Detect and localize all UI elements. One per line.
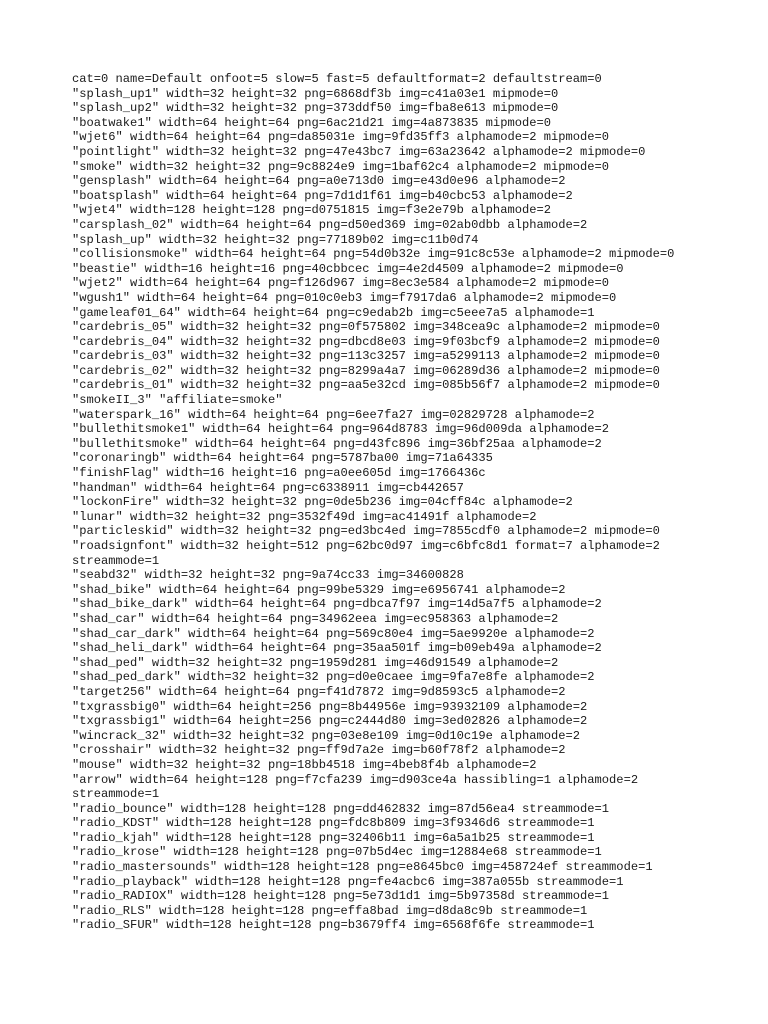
text-line: "crosshair" width=32 height=32 png=ff9d7a2e img=b60f78f2 alphamode=2	[72, 743, 566, 758]
text-line: "finishFlag" width=16 height=16 png=a0ee605d img=1766436c	[72, 466, 486, 481]
text-line: "shad_bike_dark" width=64 height=64 png=dbca7f97 img=14d5a7f5 alphamode=2	[72, 597, 602, 612]
text-line: "cardebris_04" width=32 height=32 png=dbcd8e03 img=9f03bcf9 alphamode=2 mipmode=0	[72, 334, 660, 349]
text-line: "radio_kjah" width=128 height=128 png=32406b11 img=6a5a1b25 streammode=1	[72, 830, 595, 845]
text-line: "bullethitsmoke" width=64 height=64 png=d43fc896 img=36bf25aa alphamode=2	[72, 436, 602, 451]
text-line: "smokeII_3" "affiliate=smoke"	[72, 393, 283, 408]
text-line: "smoke" width=32 height=32 png=9c8824e9 img=1baf62c4 alphamode=2 mipmode=0	[72, 159, 610, 174]
text-line: "handman" width=64 height=64 png=c6338911 img=cb442657	[72, 480, 464, 495]
text-line: "cardebris_02" width=32 height=32 png=8299a4a7 img=06289d36 alphamode=2 mipmode=0	[72, 363, 660, 378]
text-line: "boatsplash" width=64 height=64 png=7d1d1f61 img=b40cbc53 alphamode=2	[72, 188, 573, 203]
text-line: "cardebris_01" width=32 height=32 png=aa5e32cd img=085b56f7 alphamode=2 mipmode=0	[72, 378, 660, 393]
text-line: "boatwake1" width=64 height=64 png=6ac21d21 img=4a873835 mipmode=0	[72, 115, 551, 130]
text-content	[72, 72, 762, 933]
text-line: "shad_car_dark" width=64 height=64 png=569c80e4 img=5ae9920e alphamode=2	[72, 626, 595, 641]
text-line: "radio_bounce" width=128 height=128 png=dd462832 img=87d56ea4 streammode=1	[72, 801, 610, 816]
text-line: cat=0 name=Default onfoot=5 slow=5 fast=5 defaultformat=2 defaultstream=0	[72, 72, 602, 86]
text-line: "shad_bike" width=64 height=64 png=99be5329 img=e6956741 alphamode=2	[72, 582, 566, 597]
text-line: "shad_heli_dark" width=64 height=64 png=35aa501f img=b09eb49a alphamode=2	[72, 641, 602, 656]
text-line: "collisionsmoke" width=64 height=64 png=54d0b32e img=91c8c53e alphamode=2 mipmode=0	[72, 247, 675, 262]
text-line: "mouse" width=32 height=32 png=18bb4518 img=4beb8f4b alphamode=2	[72, 757, 537, 772]
text-line: "radio_mastersounds" width=128 height=128 png=e8645bc0 img=458724ef streammode=1	[72, 860, 653, 875]
text-line: "txgrassbig1" width=64 height=256 png=c2444d80 img=3ed02826 alphamode=2	[72, 714, 588, 729]
text-line: "txgrassbig0" width=64 height=256 png=8b44956e img=93932109 alphamode=2	[72, 699, 588, 714]
text-line: "roadsignfont" width=32 height=512 png=62bc0d97 img=c6bfc8d1 format=7 alphamode=2	[72, 539, 660, 553]
text-line: streammode=1	[72, 787, 160, 802]
text-line: "target256" width=64 height=64 png=f41d7872 img=9d8593c5 alphamode=2	[72, 684, 566, 699]
text-line: "waterspark_16" width=64 height=64 png=6ee7fa27 img=02829728 alphamode=2	[72, 407, 595, 422]
text-line: streammode=1	[72, 553, 160, 568]
text-line: "seabd32" width=32 height=32 png=9a74cc33 img=34600828	[72, 568, 464, 583]
text-line: "wgush1" width=64 height=64 png=010c0eb3 img=f7917da6 alphamode=2 mipmode=0	[72, 290, 617, 305]
text-line: "bullethitsmoke1" width=64 height=64 png=964d8783 img=96d009da alphamode=2	[72, 422, 610, 437]
text-line: "beastie" width=16 height=16 png=40cbbcec img=4e2d4509 alphamode=2 mipmode=0	[72, 261, 624, 276]
text-line: "gameleaf01_64" width=64 height=64 png=c9edab2b img=c5eee7a5 alphamode=1	[72, 305, 595, 320]
text-line: "wincrack_32" width=32 height=32 png=03e8e109 img=0d10c19e alphamode=2	[72, 728, 581, 743]
text-line: "pointlight" width=32 height=32 png=47e43bc7 img=63a23642 alphamode=2 mipmode=0	[72, 144, 646, 159]
text-line: "lunar" width=32 height=32 png=3532f49d img=ac41491f alphamode=2	[72, 509, 537, 524]
text-line: "shad_ped_dark" width=32 height=32 png=d0e0caee img=9fa7e8fe alphamode=2	[72, 670, 595, 685]
text-line: "lockonFire" width=32 height=32 png=0de5b236 img=04cff84c alphamode=2	[72, 495, 573, 510]
text-line: "wjet2" width=64 height=64 png=f126d967 img=8ec3e584 alphamode=2 mipmode=0	[72, 276, 610, 291]
text-line: "wjet4" width=128 height=128 png=d0751815 img=f3e2e79b alphamode=2	[72, 203, 551, 218]
text-line: "radio_RADIOX" width=128 height=128 png=5e73d1d1 img=5b97358d streammode=1	[72, 889, 610, 904]
text-line: "gensplash" width=64 height=64 png=a0e713d0 img=e43d0e96 alphamode=2	[72, 174, 566, 189]
text-line: "cardebris_05" width=32 height=32 png=0f575802 img=348cea9c alphamode=2 mipmode=0	[72, 320, 660, 335]
text-line: "shad_car" width=64 height=64 png=34962eea img=ec958363 alphamode=2	[72, 611, 559, 626]
text-line: "radio_KDST" width=128 height=128 png=fdc8b809 img=3f9346d6 streammode=1	[72, 816, 595, 831]
text-line: "splash_up2" width=32 height=32 png=373ddf50 img=fba8e613 mipmode=0	[72, 101, 559, 116]
text-line: "carsplash_02" width=64 height=64 png=d50ed369 img=02ab0dbb alphamode=2	[72, 217, 588, 232]
text-line: "wjet6" width=64 height=64 png=da85031e img=9fd35ff3 alphamode=2 mipmode=0	[72, 130, 610, 145]
text-line: "splash_up" width=32 height=32 png=77189b02 img=c11b0d74	[72, 232, 479, 247]
text-line: "radio_playback" width=128 height=128 png=fe4acbc6 img=387a055b streammode=1	[72, 874, 624, 889]
text-line: "particleskid" width=32 height=32 png=ed3bc4ed img=7855cdf0 alphamode=2 mipmode=0	[72, 524, 660, 539]
text-line: "radio_krose" width=128 height=128 png=07b5d4ec img=12884e68 streammode=1	[72, 845, 602, 860]
text-line: "coronaringb" width=64 height=64 png=5787ba00 img=71a64335	[72, 451, 493, 466]
text-line: "shad_ped" width=32 height=32 png=1959d281 img=46d91549 alphamode=2	[72, 655, 559, 670]
text-line: "radio_RLS" width=128 height=128 png=effa8bad img=d8da8c9b streammode=1	[72, 903, 588, 918]
text-line: "cardebris_03" width=32 height=32 png=113c3257 img=a5299113 alphamode=2 mipmode=0	[72, 349, 660, 364]
text-line: "radio_SFUR" width=128 height=128 png=b3679ff4 img=6568f6fe streammode=1	[72, 918, 595, 933]
text-line: "splash_up1" width=32 height=32 png=6868df3b img=c41a03e1 mipmode=0	[72, 86, 559, 101]
text-line: "arrow" width=64 height=128 png=f7cfa239 img=d903ce4a hassibling=1 alphamode=2	[72, 772, 639, 787]
